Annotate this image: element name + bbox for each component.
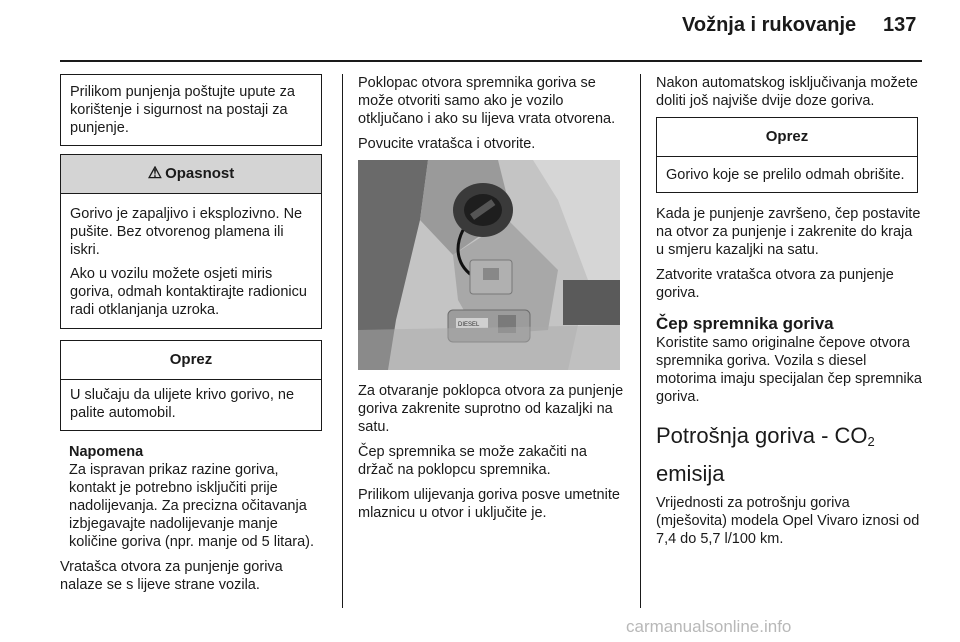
header-rule <box>60 60 922 62</box>
section-text-fuel-cap: Koristite samo originalne čepove otvora spremnika goriva. Vozila s diesel motorima imaju specijalan čep spremnika goriva. <box>656 335 922 405</box>
fuel-cap-figure <box>358 160 620 370</box>
figure-diesel-label: DIESEL <box>458 322 480 328</box>
danger-box-text-1: Gorivo je zapaljivo i eksplozivno. Ne pušite. Bez otvorenog plamena ili iskri. <box>70 206 303 258</box>
col3-caution-box-header <box>657 118 917 157</box>
col3-paragraph-3: Zatvorite vratašca otvora za punjenje goriva. <box>656 267 894 301</box>
column-divider-2 <box>640 74 641 608</box>
caution-box <box>60 340 322 431</box>
section-text-fuel-consumption: Vrijednosti za potrošnju goriva (mješovita) modela Opel Vivaro iznosi od 7,4 do 5,7 l/100 km. <box>656 495 920 547</box>
section-heading-fuel-cap: Čep spremnika goriva <box>656 314 834 333</box>
col2-paragraph-5: Prilikom ulijevanja goriva posve umetnite mlaznicu u otvor i uključite je. <box>358 487 620 521</box>
caution-box-text: U slučaju da ulijete krivo gorivo, ne palite automobil. <box>70 387 295 421</box>
column-3 <box>656 74 924 555</box>
section-heading-fuel-consumption: Potrošnja goriva - $CO_2$ emisija <box>656 423 875 486</box>
col3-caution-box-text: Gorivo koje se prelilo odmah obrišite. <box>666 167 905 183</box>
caution-box-header <box>61 341 321 380</box>
column-divider-1 <box>342 74 343 608</box>
note <box>60 443 322 551</box>
col2-paragraph-3: Za otvaranje poklopca otvora za punjenje goriva zakrenite suprotno od kazaljki na satu. <box>358 383 624 435</box>
column-2 <box>358 74 626 529</box>
danger-box-header <box>61 155 321 194</box>
note-title: Napomena <box>69 444 144 460</box>
intro-box <box>60 74 322 146</box>
caution-box-title: Oprez <box>169 351 213 368</box>
col3-paragraph-2: Kada je punjenje završeno, čep postavite na otvor za punjenje i zakrenite do kraja u smjeru kazaljki na satu. <box>656 206 921 258</box>
watermark: carmanualsonline.info <box>626 617 792 636</box>
danger-box <box>60 154 322 329</box>
col3-paragraph-1: Nakon automatskog isključivanja možete doliti još najviše dvije doze goriva. <box>656 75 918 109</box>
col2-paragraph-2: Povucite vratašca i otvorite. <box>358 136 536 152</box>
column-1 <box>60 74 322 601</box>
col2-paragraph-1: Poklopac otvora spremnika goriva se može otvoriti samo ako je vozilo otključano i ako su lijeva vrata otvorena. <box>358 75 616 127</box>
intro-box-text: Prilikom punjenja poštujte upute za korištenje i sigurnost na postaji za punjenje. <box>70 84 295 136</box>
col2-paragraph-4: Čep spremnika se može zakačiti na držač na poklopcu spremnika. <box>358 444 587 478</box>
col3-caution-box <box>656 117 918 193</box>
danger-box-text-2: Ako u vozilu možete osjeti miris goriva, odmah kontaktirajte radionicu radi otklanjanja uzroka. <box>70 266 307 318</box>
note-text: Za ispravan prikaz razine goriva, kontakt je potrebno isključiti prije nadolijevanja. Za precizna očitavanja izbjegavajte nadolijevanje manje količine goriva (npr. manje od 5 litara). <box>69 462 315 550</box>
warning-triangle-icon: ⚠ <box>147 165 163 182</box>
header-title: Vožnja i rukovanje <box>682 14 857 36</box>
closing-text: Vratašca otvora za punjenje goriva nalaze se s lijeve strane vozila. <box>60 559 283 593</box>
page-number: 137 <box>883 14 917 36</box>
col3-caution-box-title: Oprez <box>765 128 809 145</box>
danger-box-title: Opasnost <box>165 165 235 182</box>
